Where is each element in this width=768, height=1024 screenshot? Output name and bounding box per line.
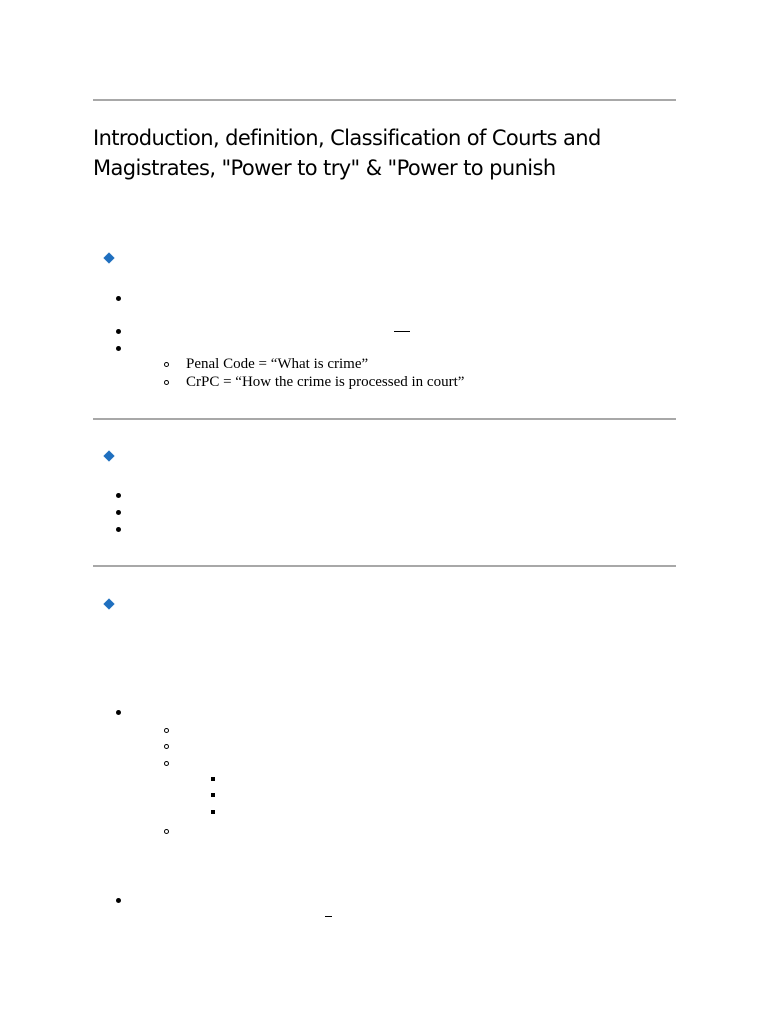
list-bullet bbox=[116, 346, 121, 351]
sub-list-bullet bbox=[164, 761, 169, 766]
divider bbox=[93, 99, 676, 101]
square-bullet bbox=[211, 777, 215, 781]
square-bullet bbox=[211, 793, 215, 797]
list-bullet bbox=[116, 710, 121, 715]
divider bbox=[93, 565, 676, 567]
list-bullet bbox=[116, 898, 121, 903]
list-bullet bbox=[116, 510, 121, 515]
sub-list-bullet bbox=[164, 380, 169, 385]
sub-list-bullet bbox=[164, 744, 169, 749]
sub-list-bullet bbox=[164, 362, 169, 367]
dash-mark bbox=[394, 331, 410, 332]
square-bullet bbox=[211, 810, 215, 814]
sub-list-bullet bbox=[164, 728, 169, 733]
page-title: Introduction, definition, Classification of Courts and Magistrates, "Power to try" & "Power to punish bbox=[93, 126, 601, 180]
list-bullet bbox=[116, 329, 121, 334]
diamond-bullet-icon bbox=[103, 598, 114, 609]
divider bbox=[93, 418, 676, 420]
diamond-bullet-icon bbox=[103, 450, 114, 461]
diamond-bullet-icon bbox=[103, 252, 114, 263]
dash-mark bbox=[325, 916, 332, 917]
list-bullet bbox=[116, 527, 121, 532]
list-bullet bbox=[116, 493, 121, 498]
list-bullet bbox=[116, 296, 121, 301]
sub-list-bullet bbox=[164, 829, 169, 834]
sub-list-item: CrPC = “How the crime is processed in court” bbox=[186, 374, 465, 390]
sub-list-item: Penal Code = “What is crime” bbox=[186, 356, 369, 372]
